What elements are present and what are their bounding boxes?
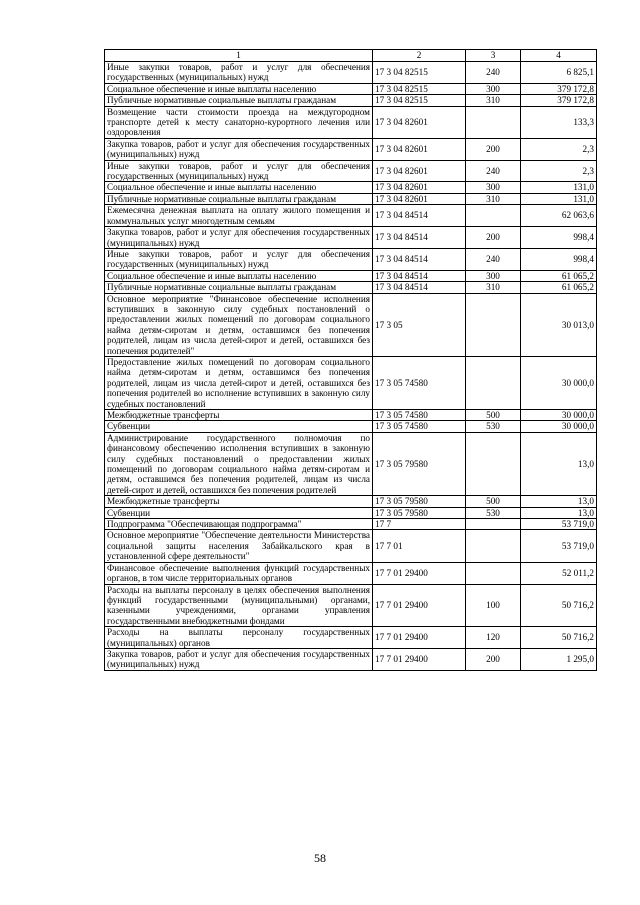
- row-amount: 998,4: [521, 248, 597, 270]
- row-amount: 2,3: [521, 160, 597, 182]
- row-amount: 50 716,2: [521, 584, 597, 627]
- row-amount: 998,4: [521, 227, 597, 249]
- row-expense-type: 310: [466, 95, 521, 106]
- row-code: 17 3 04 84514: [373, 248, 466, 270]
- row-amount: 30 000,0: [521, 421, 597, 432]
- row-amount: 61 065,2: [521, 270, 597, 281]
- table-row: [105, 227, 597, 249]
- row-amount: 53 719,0: [521, 530, 597, 562]
- row-expense-type: 240: [466, 160, 521, 182]
- table-row: [105, 519, 597, 530]
- row-name: Расходы на выплаты персоналу государственных (муниципальных) органов: [105, 627, 373, 649]
- row-expense-type: [466, 205, 521, 227]
- row-amount: 30 013,0: [521, 293, 597, 356]
- row-name: Публичные нормативные социальные выплаты гражданам: [105, 193, 373, 204]
- row-amount: 379 172,8: [521, 83, 597, 94]
- table-row: [105, 160, 597, 182]
- header-row: [105, 50, 597, 62]
- row-amount: 13,0: [521, 496, 597, 507]
- table-row: [105, 410, 597, 421]
- row-name: Субвенции: [105, 421, 373, 432]
- row-amount: 30 000,0: [521, 356, 597, 409]
- row-expense-type: 120: [466, 627, 521, 649]
- row-name: Иные закупки товаров, работ и услуг для обеспечения государственных (муниципальных) нужд: [105, 248, 373, 270]
- row-name: Межбюджетные трансферты: [105, 410, 373, 421]
- row-code: 17 7 01 29400: [373, 562, 466, 584]
- row-amount: 1 295,0: [521, 648, 597, 670]
- row-expense-type: 310: [466, 282, 521, 293]
- table-row: [105, 282, 597, 293]
- row-name: Закупка товаров, работ и услуг для обеспечения государственных (муниципальных) нужд: [105, 648, 373, 670]
- row-amount: 62 063,6: [521, 205, 597, 227]
- row-expense-type: 200: [466, 138, 521, 160]
- row-code: 17 3 04 84514: [373, 205, 466, 227]
- table-row: [105, 584, 597, 627]
- table-row: [105, 507, 597, 518]
- row-code: 17 3 04 82601: [373, 106, 466, 138]
- row-name: Социальное обеспечение и иные выплаты населению: [105, 270, 373, 281]
- row-amount: 2,3: [521, 138, 597, 160]
- row-name: Публичные нормативные социальные выплаты гражданам: [105, 95, 373, 106]
- row-name: Основное мероприятие "Обеспечение деятельности Министерства социальной защиты населения Забайкальского края в установленной сфере деятельности": [105, 530, 373, 562]
- row-expense-type: [466, 356, 521, 409]
- row-code: 17 3 04 82515: [373, 83, 466, 94]
- table-row: [105, 562, 597, 584]
- table-row: [105, 106, 597, 138]
- row-amount: 13,0: [521, 507, 597, 518]
- table-body: [105, 62, 597, 671]
- row-expense-type: 300: [466, 182, 521, 193]
- table-row: [105, 530, 597, 562]
- header-col-3: 3: [466, 50, 521, 62]
- row-amount: 133,3: [521, 106, 597, 138]
- row-amount: 30 000,0: [521, 410, 597, 421]
- row-expense-type: 240: [466, 62, 521, 84]
- row-name: Публичные нормативные социальные выплаты гражданам: [105, 282, 373, 293]
- row-expense-type: [466, 562, 521, 584]
- table-row: [105, 293, 597, 356]
- table-row: [105, 83, 597, 94]
- table-header: [105, 50, 597, 62]
- table-row: [105, 248, 597, 270]
- row-expense-type: [466, 432, 521, 495]
- table-row: [105, 193, 597, 204]
- row-code: 17 3 04 82601: [373, 160, 466, 182]
- row-code: 17 3 05: [373, 293, 466, 356]
- table-row: [105, 182, 597, 193]
- row-amount: 13,0: [521, 432, 597, 495]
- row-code: 17 3 04 82515: [373, 95, 466, 106]
- row-amount: 131,0: [521, 193, 597, 204]
- row-expense-type: 200: [466, 227, 521, 249]
- row-code: 17 3 04 84514: [373, 227, 466, 249]
- table-row: [105, 421, 597, 432]
- row-code: 17 7 01 29400: [373, 584, 466, 627]
- row-code: 17 3 05 79580: [373, 496, 466, 507]
- table-row: [105, 432, 597, 495]
- table-row: [105, 627, 597, 649]
- header-col-4: 4: [521, 50, 597, 62]
- row-code: 17 7 01: [373, 530, 466, 562]
- row-name: Иные закупки товаров, работ и услуг для обеспечения государственных (муниципальных) нужд: [105, 160, 373, 182]
- table-row: [105, 270, 597, 281]
- row-amount: 131,0: [521, 182, 597, 193]
- row-code: 17 3 05 74580: [373, 410, 466, 421]
- row-code: 17 3 04 82601: [373, 193, 466, 204]
- row-expense-type: [466, 530, 521, 562]
- row-expense-type: 100: [466, 584, 521, 627]
- row-expense-type: 300: [466, 83, 521, 94]
- row-name: Межбюджетные трансферты: [105, 496, 373, 507]
- row-name: Расходы на выплаты персоналу в целях обеспечения выполнения функций государственными (муниципальными) органами, казенными учреждениями, органами управления государственными внебюджетными фондами: [105, 584, 373, 627]
- row-expense-type: 500: [466, 410, 521, 421]
- row-expense-type: 240: [466, 248, 521, 270]
- table-row: [105, 62, 597, 84]
- table-row: [105, 95, 597, 106]
- row-expense-type: [466, 519, 521, 530]
- row-expense-type: 530: [466, 507, 521, 518]
- row-name: Ежемесячна денежная выплата на оплату жилого помещения и коммунальных услуг многодетным семьям: [105, 205, 373, 227]
- table-row: [105, 648, 597, 670]
- row-expense-type: 500: [466, 496, 521, 507]
- row-code: 17 7 01 29400: [373, 627, 466, 649]
- row-expense-type: [466, 293, 521, 356]
- row-amount: 52 011,2: [521, 562, 597, 584]
- header-col-2: 2: [373, 50, 466, 62]
- row-amount: 379 172,8: [521, 95, 597, 106]
- row-name: Финансовое обеспечение выполнения функций государственных органов, в том числе территориальных органов: [105, 562, 373, 584]
- table-row: [105, 205, 597, 227]
- row-code: 17 3 04 82601: [373, 138, 466, 160]
- row-name: Закупка товаров, работ и услуг для обеспечения государственных (муниципальных) нужд: [105, 227, 373, 249]
- row-code: 17 7: [373, 519, 466, 530]
- row-name: Возмещение части стоимости проезда на междугородном транспорте детей к месту санаторно-курортного лечения или оздоровления: [105, 106, 373, 138]
- row-code: 17 3 04 82601: [373, 182, 466, 193]
- row-expense-type: 310: [466, 193, 521, 204]
- row-amount: 6 825,1: [521, 62, 597, 84]
- row-expense-type: 200: [466, 648, 521, 670]
- row-amount: 61 065,2: [521, 282, 597, 293]
- row-code: 17 3 05 79580: [373, 432, 466, 495]
- row-code: 17 7 01 29400: [373, 648, 466, 670]
- row-name: Социальное обеспечение и иные выплаты населению: [105, 182, 373, 193]
- row-name: Субвенции: [105, 507, 373, 518]
- budget-table: [104, 49, 597, 671]
- row-code: 17 3 05 74580: [373, 356, 466, 409]
- table-row: [105, 356, 597, 409]
- row-name: Социальное обеспечение и иные выплаты населению: [105, 83, 373, 94]
- table-row: [105, 138, 597, 160]
- row-name: Основное мероприятие "Финансовое обеспечение исполнения вступивших в законную силу судебных постановлений о предоставлении жилых помещений по договорам социального найма детям-сиротам и детям, оставшимся без попечения родителей, лицам из числа детей-сирот и детей, оставшихся без попечения родителей": [105, 293, 373, 356]
- row-name: Администрирование государственного полномочия по финансовому обеспечению исполнения вступивших в законную силу судебных постановлений о предоставлении жилых помещений по договорам социального найма детям-сиротам и детям, оставшимся без попечения родителей, лицам из числа детей-сирот и детей, оставшихся без попечения родителей: [105, 432, 373, 495]
- row-name: Закупка товаров, работ и услуг для обеспечения государственных (муниципальных) нужд: [105, 138, 373, 160]
- row-amount: 53 719,0: [521, 519, 597, 530]
- row-code: 17 3 05 79580: [373, 507, 466, 518]
- row-amount: 50 716,2: [521, 627, 597, 649]
- row-name: Подпрограмма "Обеспечивающая подпрограмма": [105, 519, 373, 530]
- header-col-1: 1: [105, 50, 373, 62]
- page-number: 58: [314, 851, 326, 865]
- row-name: Предоставление жилых помещений по договорам социального найма детям-сиротам и детям, оставшимся без попечения родителей, лицам из числа детей-сирот и детей, оставшихся без попечения родителей во исполнение вступивших в законную силу судебных постановлений: [105, 356, 373, 409]
- row-expense-type: 300: [466, 270, 521, 281]
- row-expense-type: [466, 106, 521, 138]
- table-row: [105, 496, 597, 507]
- row-code: 17 3 05 74580: [373, 421, 466, 432]
- row-code: 17 3 04 82515: [373, 62, 466, 84]
- row-expense-type: 530: [466, 421, 521, 432]
- row-code: 17 3 04 84514: [373, 270, 466, 281]
- row-name: Иные закупки товаров, работ и услуг для обеспечения государственных (муниципальных) нужд: [105, 62, 373, 84]
- row-code: 17 3 04 84514: [373, 282, 466, 293]
